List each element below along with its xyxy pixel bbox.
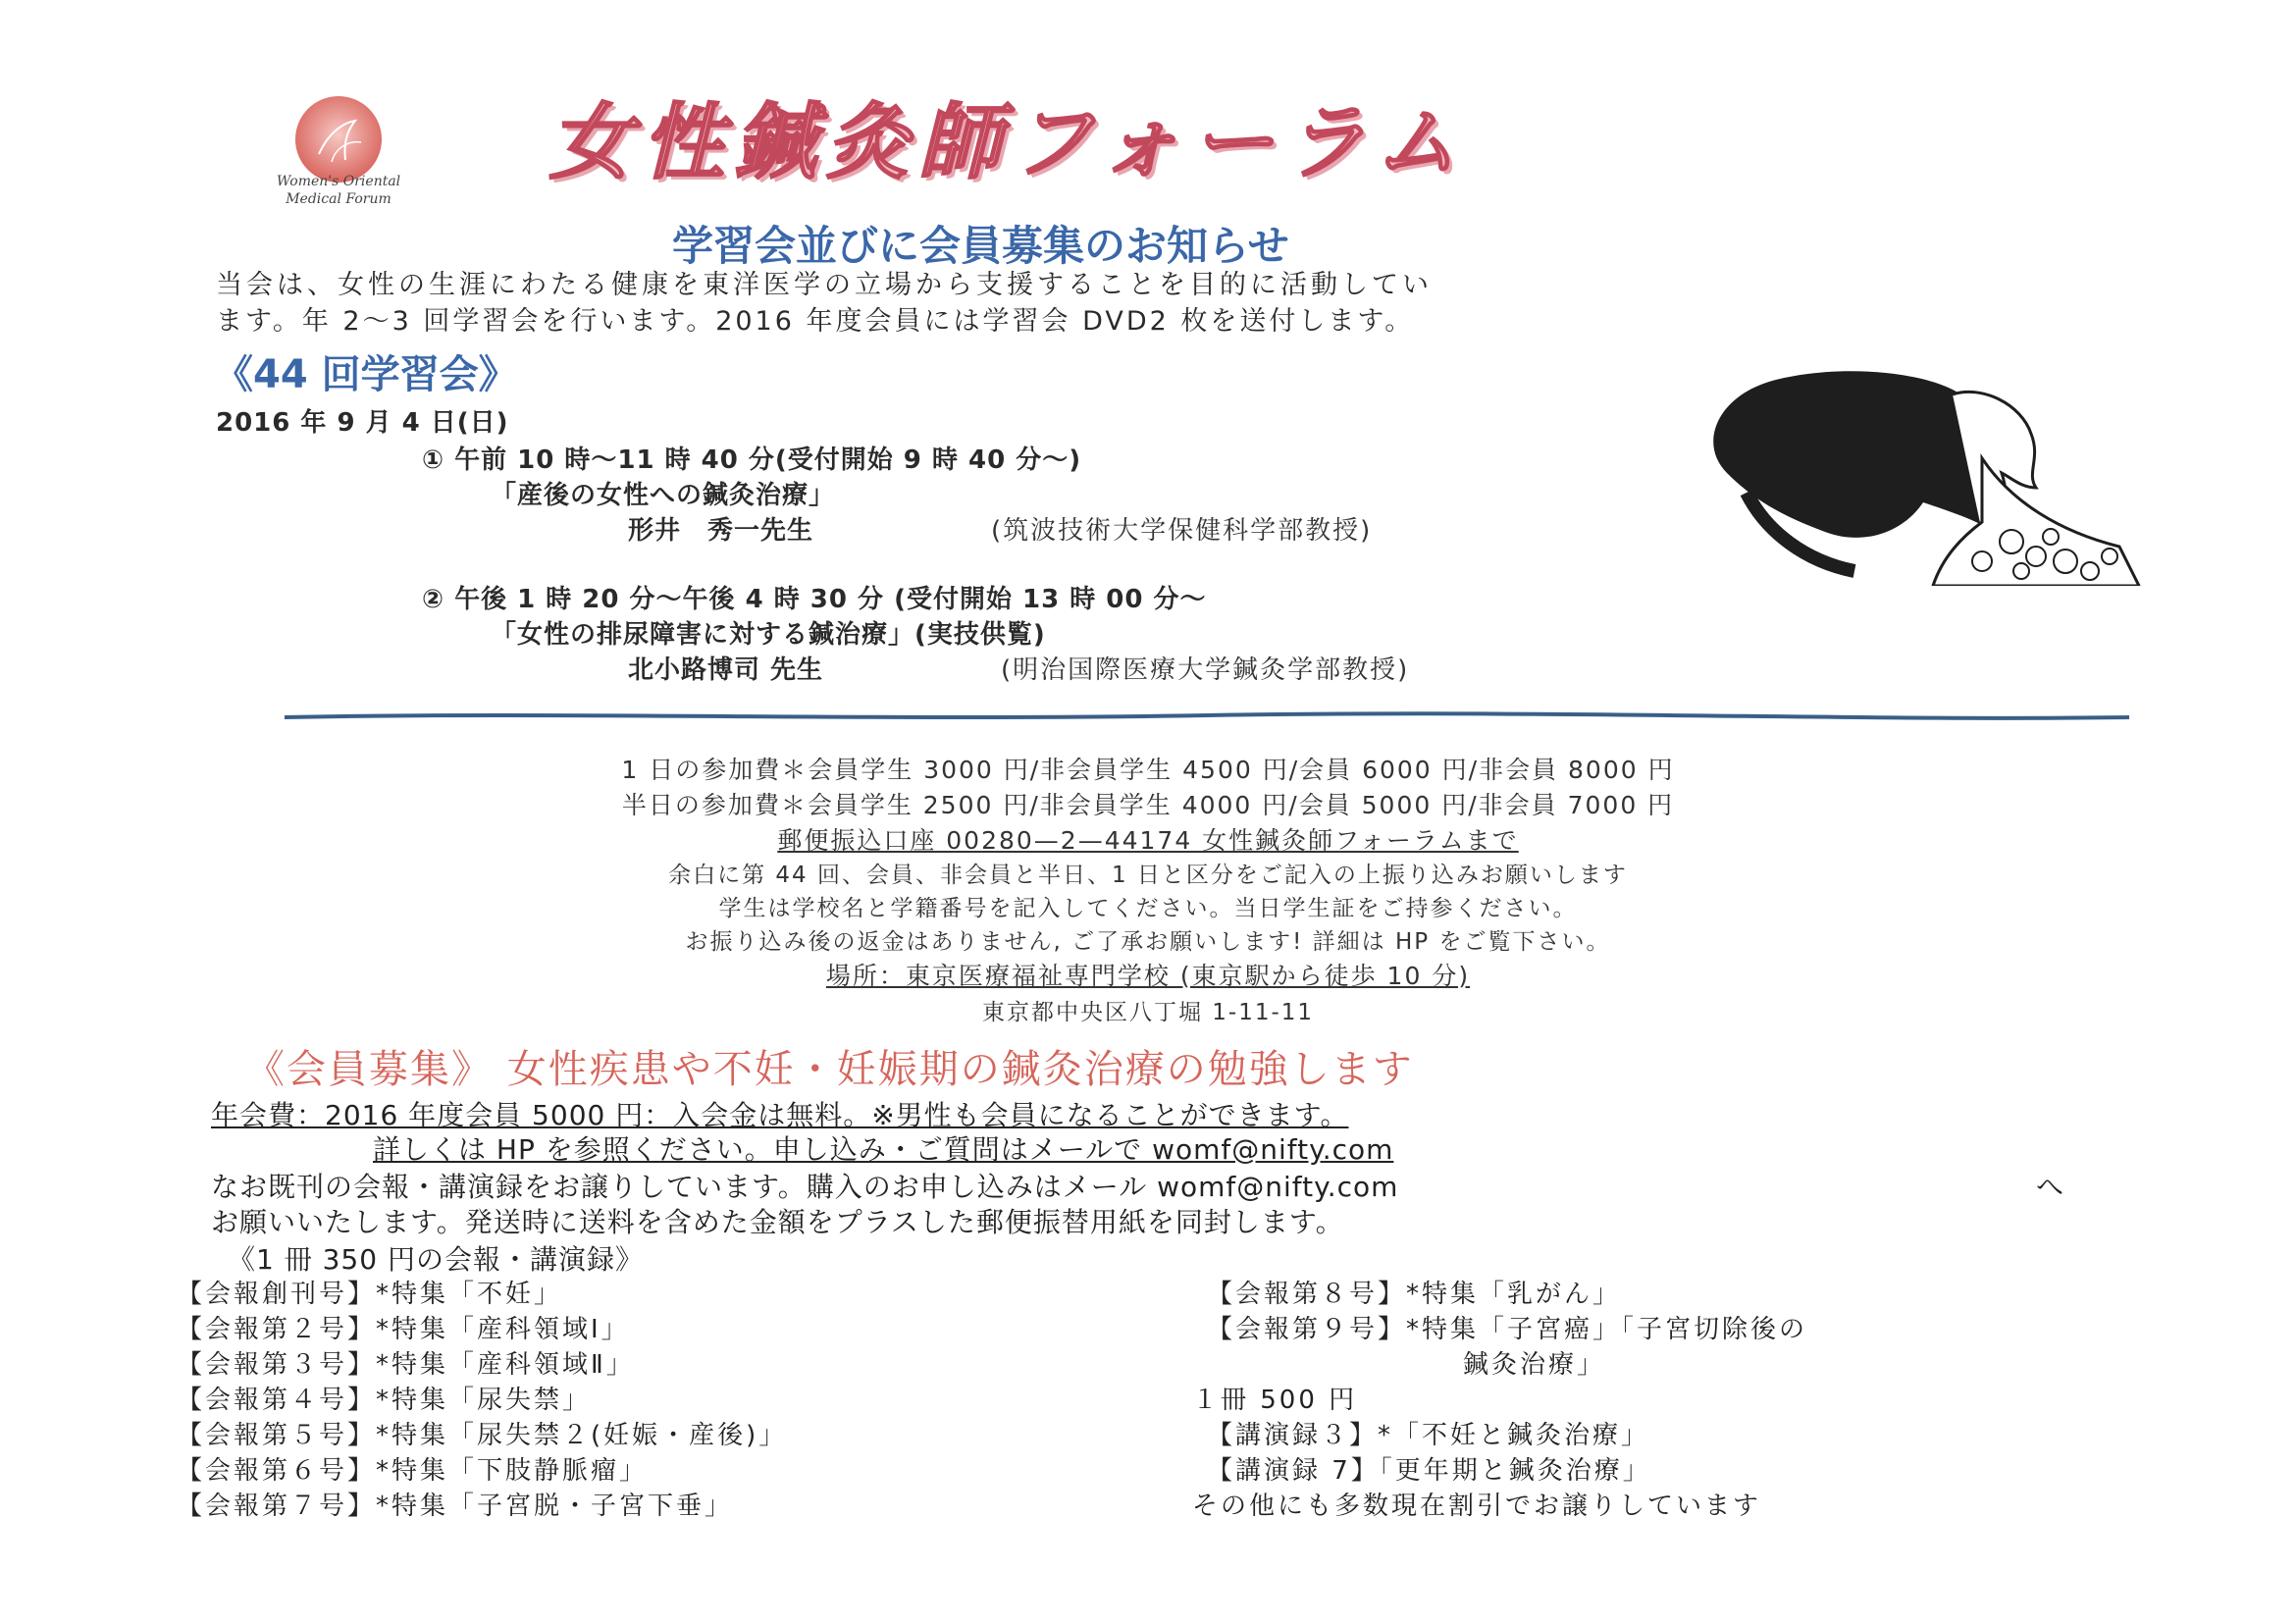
- list-item: 【会報第７号】*特集「子宮脱・子宮下垂」: [177, 1492, 734, 1521]
- list-item: 鍼灸治療」: [1207, 1350, 1606, 1380]
- list-item: 【講演録 7】「更年期と鍼灸治療」: [1207, 1456, 1651, 1486]
- list-item: 【会報第６号】*特集「下肢静脈瘤」: [177, 1456, 649, 1486]
- list-item: 【会報第９号】*特集「子宮癌」「子宮切除後の: [1207, 1315, 1808, 1344]
- session2-affiliation: (明治国際医療大学鍼灸学部教授): [1001, 655, 1410, 685]
- session-heading: 《44 回学習会》: [214, 352, 518, 397]
- venue: 場所：東京医療福祉専門学校 (東京駅から徒歩 10 分): [825, 962, 1471, 990]
- list-item: その他にも多数現在割引でお譲りしています: [1192, 1492, 1762, 1521]
- intro-line-2: ます。年 2〜3 回学習会を行います。2016 年度会員には学習会 DVD2 枚を送付します。: [216, 306, 1415, 337]
- recruit-label: 《会員募集》: [245, 1047, 493, 1092]
- recruit-heading: [245, 1038, 1414, 1094]
- intro-line-1: 当会は、女性の生涯にわたる健康を東洋医学の立場から支援することを目的に活動してい: [216, 270, 1433, 300]
- list-item: 【会報第８号】*特集「乳がん」: [1207, 1280, 1622, 1309]
- logo-emblem-icon: [285, 93, 392, 186]
- list-item: 【会報第４号】*特集「尿失禁」: [177, 1386, 592, 1415]
- logo-text-line1: Women's Oriental: [276, 174, 401, 189]
- details-contact[interactable]: 詳しくは HP を参照ください。申し込み・ご質問はメールで womf@nifty.com: [373, 1133, 1394, 1166]
- logo-text-line2: Medical Forum: [286, 191, 391, 207]
- back-issues-line-1: なお既刊の会報・講演録をお譲りしています。購入のお申し込みはメール womf@nifty.com: [211, 1171, 1399, 1203]
- payment-note-2: 学生は学校名と学籍番号を記入してください。当日学生証をご持参ください。: [718, 896, 1578, 921]
- list-item: 【会報創刊号】*特集「不妊」: [177, 1280, 563, 1309]
- session2-time: ② 午後 1 時 20 分〜午後 4 時 30 分 (受付開始 13 時 00 分〜: [422, 585, 1207, 614]
- fee-full-day: 1 日の参加費＊会員学生 3000 円/非会員学生 4500 円/会員 6000 円/非会員 8000 円: [621, 756, 1675, 784]
- payment-note-1: 余白に第 44 回、会員、非会員と半日、1 日と区分をご記入の上振り込みお願いします: [668, 863, 1628, 888]
- session1-affiliation: (筑波技術大学保健科学部教授): [991, 516, 1373, 546]
- notice-heading: 学習会並びに会員募集のお知らせ: [672, 222, 1289, 270]
- session2-speaker: 北小路博司 先生: [628, 655, 824, 685]
- back-issues-line-2: お願いいたします。発送時に送料を含めた金額をプラスした郵便振替用紙を同封します。: [211, 1206, 1344, 1238]
- fee-half-day: 半日の参加費＊会員学生 2500 円/非会員学生 4000 円/会員 5000 円/非会員 7000 円: [621, 791, 1675, 819]
- recruit-text: 女性疾患や不妊・妊娠期の鍼灸治療の勉強します: [493, 1047, 1414, 1092]
- list-item: １冊 500 円: [1192, 1386, 1358, 1415]
- session-date: 2016 年 9 月 4 日(日): [216, 408, 509, 438]
- price-heading: 《1 冊 350 円の会報・講演録》: [228, 1243, 644, 1276]
- bank-account: 郵便振込口座 00280—2—44174 女性鍼灸師フォーラムまで: [777, 826, 1519, 855]
- list-item: 【講演録３】*「不妊と鍼灸治療」: [1207, 1421, 1650, 1450]
- woman-silhouette-illustration: [1688, 365, 2159, 586]
- list-item: 【会報第５号】*特集「尿失禁２(妊娠・産後)」: [177, 1421, 788, 1450]
- session1-topic: 「産後の女性への鍼灸治療」: [491, 481, 836, 510]
- page-title: 女性鍼灸師フォーラム: [549, 94, 1467, 190]
- venue-address: 東京都中央区八丁堀 1-11-11: [981, 1000, 1315, 1025]
- list-item: 【会報第３号】*特集「産科領域Ⅱ」: [177, 1350, 635, 1380]
- wave-divider: [285, 708, 2129, 720]
- list-item: 【会報第２号】*特集「産科領域Ⅰ」: [177, 1315, 630, 1344]
- payment-note-3: お振り込み後の返金はありません, ご了承お願いします! 詳細は HP をご覧下さい。: [685, 929, 1611, 955]
- session1-time: ① 午前 10 時〜11 時 40 分(受付開始 9 時 40 分〜): [422, 445, 1082, 475]
- forum-logo: [245, 93, 432, 211]
- session2-topic: 「女性の排尿障害に対する鍼治療」(実技供覧): [491, 620, 1046, 650]
- session1-speaker: 形井 秀一先生: [628, 516, 814, 546]
- annual-fee: 年会費：2016 年度会員 5000 円：入会金は無料。※男性も会員になることができます。: [211, 1099, 1349, 1131]
- back-issues-line-1-tail: へ: [2036, 1171, 2065, 1203]
